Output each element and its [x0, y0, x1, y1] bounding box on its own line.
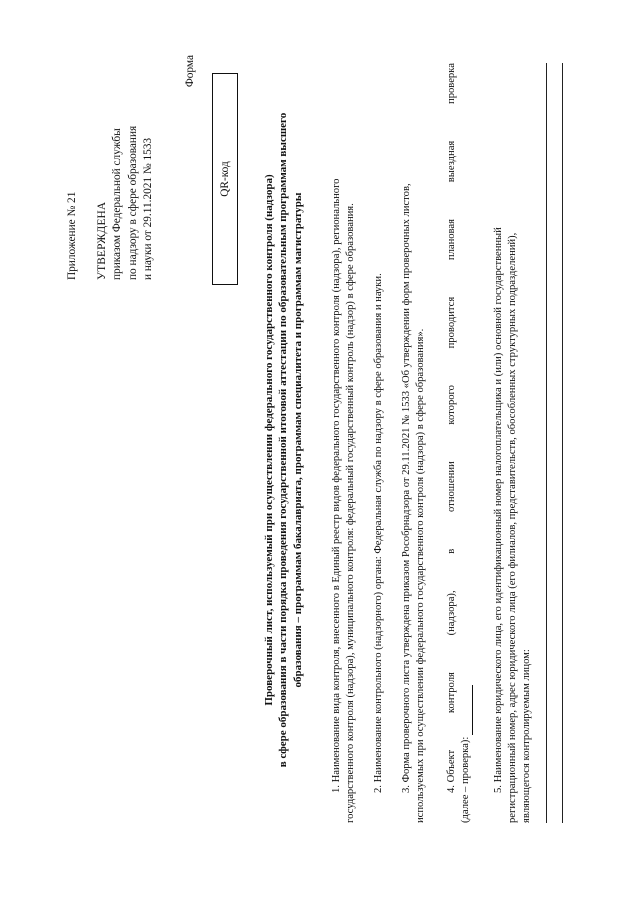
approved-heading: УТВЕРЖДЕНА: [95, 201, 108, 280]
item-1-control-type: [330, 63, 358, 823]
item-3-form-approval: [400, 63, 428, 823]
item-4-word: проверка: [446, 63, 457, 104]
title-line-3: образования – программам бакалавриата, программам специалитета и программам магистратуры: [291, 192, 304, 688]
item-4-inspection-object: [445, 63, 473, 823]
item-1-line-1: 1. Наименование вида контроля, внесенного в Единый реестр видов федерального государственного контроля (надзора), регионального: [331, 178, 342, 793]
fill-in-line-2: [562, 63, 563, 823]
title-line-2: в сфере образования в части порядка проведения государственной итоговой аттестации по образовательным программам высшего: [277, 112, 290, 768]
item-1-line-2: государственного контроля (надзора), муниципального контроля: федеральный государственный контроль (надзор) в сфере образования.: [344, 203, 356, 823]
item-4-word: контроля: [446, 672, 457, 714]
item-4-word: проводится: [446, 296, 457, 349]
item-4-word: в: [446, 548, 457, 554]
item-5-line-2: регистрационный номер, адрес юридического лица (его филиалов, представительств, обособленных структурных подразделений),: [506, 232, 518, 823]
approval-line-1: приказом Федеральной службы: [111, 128, 124, 280]
approval-stamp-block: [65, 30, 157, 280]
item-2-text: 2. Наименование контрольного (надзорного) органа: Федеральная служба по надзору в сфере образования и науки.: [373, 273, 384, 793]
form-label: Форма: [184, 55, 196, 88]
approval-line-2: по надзору в сфере образования: [126, 125, 139, 280]
item-4-word: плановая: [446, 219, 457, 261]
appendix-number: Приложение № 21: [66, 191, 78, 280]
item-4-line-2: [459, 63, 473, 823]
item-2-control-body: [372, 63, 386, 823]
item-3-line-2: используемых при осуществлении федерального государственного контроля (надзора) в сфере образования».: [414, 328, 426, 823]
item-3-line-1: 3. Форма проверочного листа утверждена приказом Рособрнадзора от 29.11.2021 № 1533 «Об утверждении форм проверочных листов,: [401, 183, 412, 793]
item-5-line-1: 5. Наименование юридического лица, его идентификационный номер налогоплательщика и (или) основной государственный: [493, 227, 504, 793]
qr-code-box: [212, 73, 238, 285]
title-line-1: Проверочный лист, используемый при осуществлении федерального государственного контроля (надзора): [263, 174, 275, 706]
item-5-legal-entity: [492, 63, 533, 823]
item-4-word: которого: [446, 385, 457, 425]
qr-code-label: QR-код: [218, 161, 231, 197]
item-4-word: (надзора),: [446, 590, 457, 636]
item-4-line-1: [445, 63, 459, 823]
item-4-word: выездная: [446, 140, 457, 183]
item-5-line-3: являющегося контролируемым лицом:: [520, 649, 532, 823]
document-title: [262, 55, 305, 825]
approval-line-3: и науки от 29.11.2021 № 1533: [142, 137, 155, 280]
item-4-continuation: (далее – проверка):: [459, 736, 471, 823]
item-4-word: 4. Объект: [446, 749, 457, 793]
fill-in-line-1: [546, 63, 547, 823]
item-4-fill-underline: [461, 685, 473, 735]
item-4-word: отношении: [446, 461, 457, 512]
